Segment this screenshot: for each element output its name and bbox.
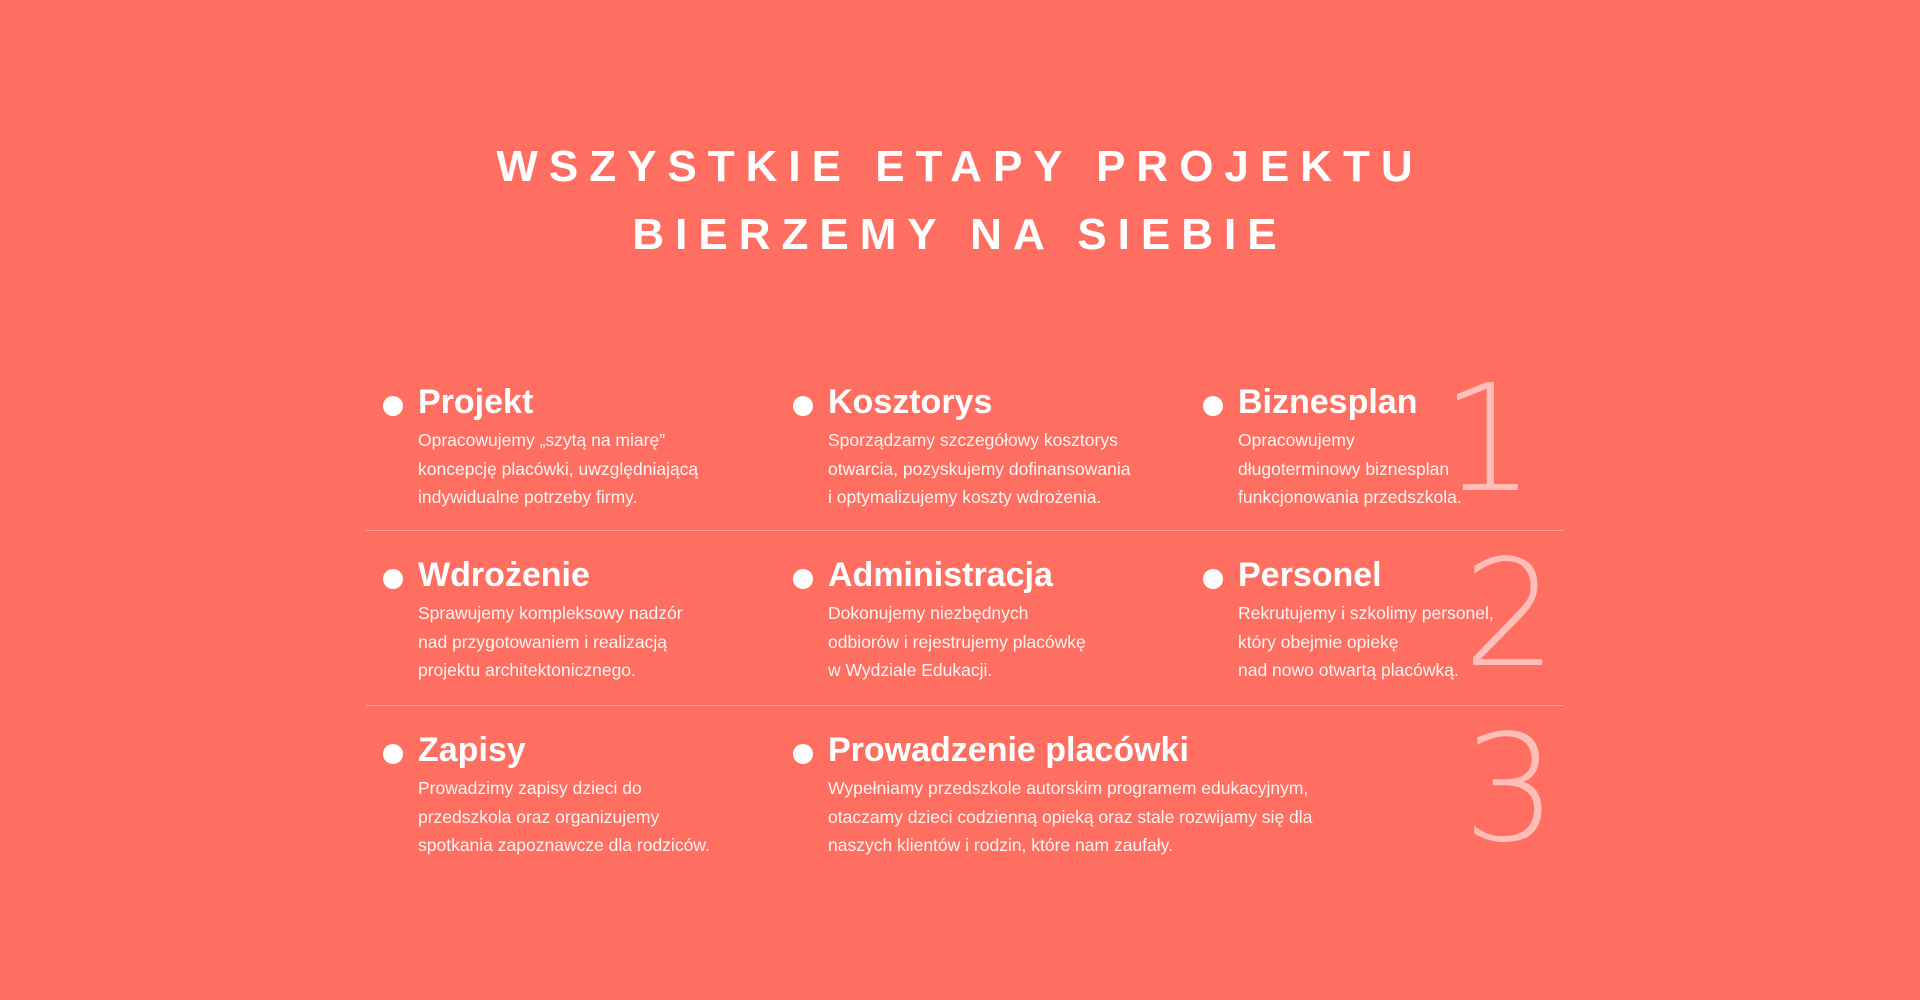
- stage-description: Rekrutujemy i szkolimy personel, który obejmie opiekę nad nowo otwartą placówką.: [1238, 603, 1494, 680]
- bullet-icon: [793, 569, 813, 589]
- stage-description: Sprawujemy kompleksowy nadzór nad przygotowaniem i realizacją projektu architektonicznego.: [418, 603, 683, 680]
- heading-line-1: WSZYSTKIE ETAPY PROJEKTU: [496, 142, 1424, 191]
- bullet-icon: [383, 744, 403, 764]
- bullet-icon: [383, 569, 403, 589]
- bullet-icon: [383, 396, 403, 416]
- stage-description: Dokonujemy niezbędnych odbiorów i rejestrujemy placówkę w Wydziale Edukacji.: [828, 603, 1086, 680]
- bullet-icon: [793, 396, 813, 416]
- stage-row-3: [366, 703, 1563, 881]
- bullet-icon: [1203, 396, 1223, 416]
- stages-grid: [366, 353, 1563, 881]
- bullet-icon: [793, 744, 813, 764]
- stage-description: Opracowujemy długoterminowy biznesplan funkcjonowania przedszkola.: [1238, 430, 1462, 507]
- stage-title: Wdrożenie: [418, 556, 590, 594]
- stage-description: Sporządzamy szczegółowy kosztorys otwarcia, pozyskujemy dofinansowania i optymalizujemy koszty wdrożenia.: [828, 430, 1131, 507]
- stage-title: Prowadzenie placówki: [828, 731, 1189, 769]
- stage-title: Kosztorys: [828, 383, 993, 421]
- row-number: 1: [1440, 353, 1535, 525]
- stage-description: Prowadzimy zapisy dzieci do przedszkola oraz organizujemy spotkania zapoznawcze dla rodziców.: [418, 778, 710, 855]
- stage-title: Zapisy: [418, 731, 526, 769]
- stage-title: Administracja: [828, 556, 1053, 594]
- bullet-icon: [1203, 569, 1223, 589]
- stage-title: Biznesplan: [1238, 383, 1418, 421]
- stage-title: Projekt: [418, 383, 534, 421]
- stage-title: Personel: [1238, 556, 1382, 594]
- row-number: 3: [1462, 703, 1557, 875]
- stage-row-2: [366, 528, 1563, 706]
- heading-line-2: BIERZEMY NA SIEBIE: [632, 210, 1288, 259]
- row-number: 2: [1462, 528, 1557, 700]
- stage-row-1: [366, 353, 1563, 531]
- stage-description: Wypełniamy przedszkole autorskim programem edukacyjnym, otaczamy dzieci codzienną opieką oraz stale rozwijamy się dla naszych klientów i rodzin, które nam zaufały.: [828, 778, 1313, 855]
- section-heading: [0, 133, 1920, 269]
- stage-description: Opracowujemy „szytą na miarę” koncepcję placówki, uwzględniającą indywidualne potrzeby firmy.: [418, 430, 699, 507]
